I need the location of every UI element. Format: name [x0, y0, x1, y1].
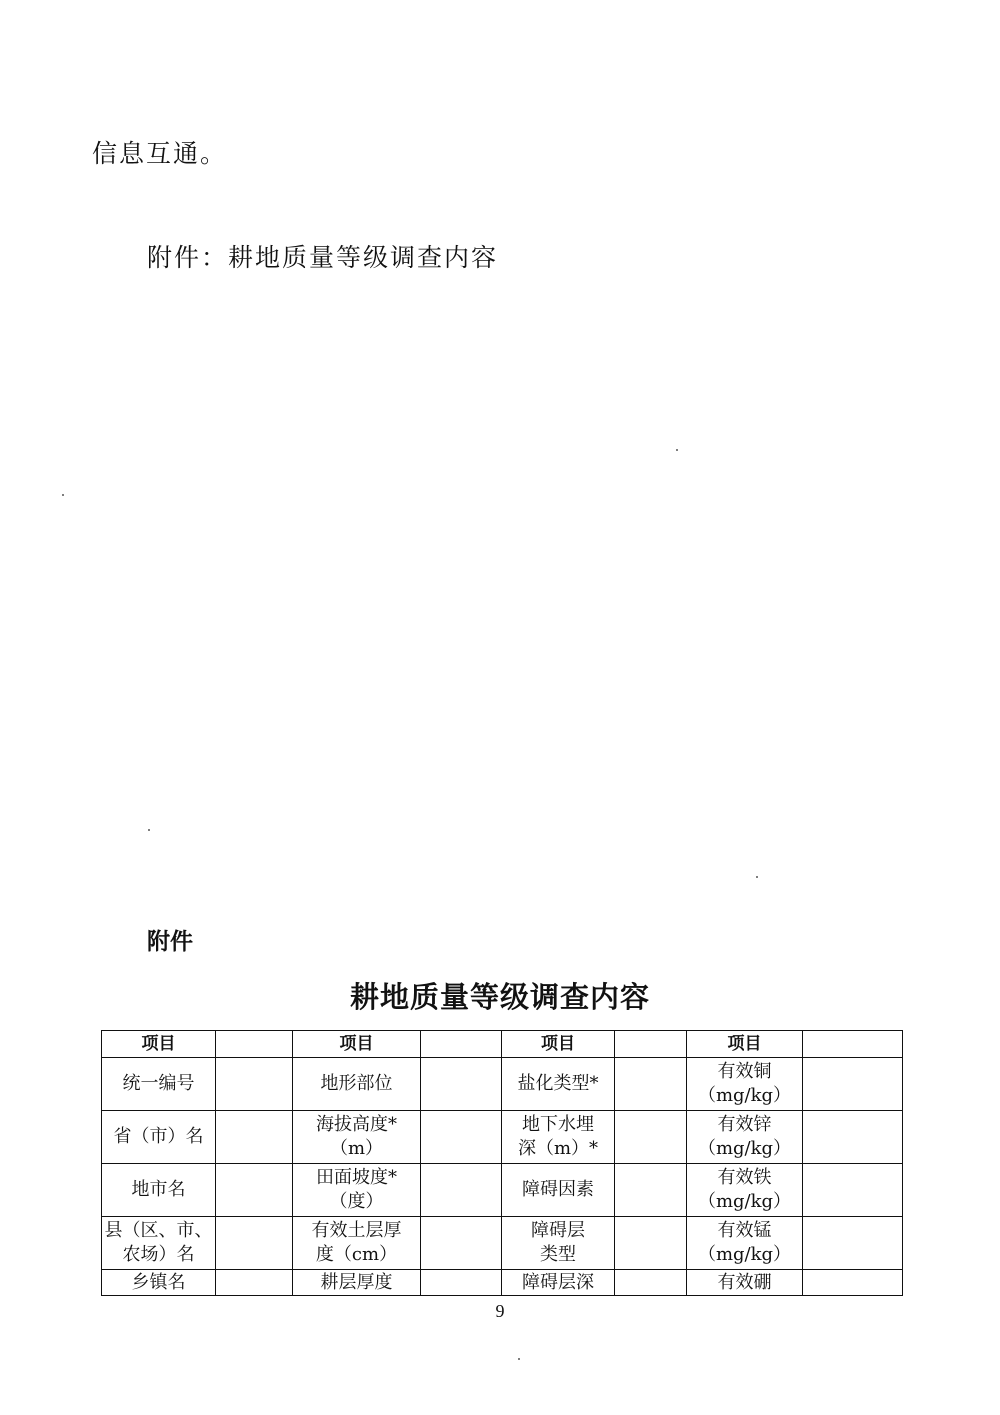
cell-text: 县（区、市、	[104, 1220, 213, 1241]
item-name-cell	[102, 1111, 216, 1164]
item-name-cell	[687, 1111, 803, 1164]
item-value-cell	[803, 1058, 903, 1111]
scan-speck	[518, 1358, 520, 1360]
cell-text: 田面坡度*	[316, 1167, 397, 1188]
cell-text: 有效铁	[717, 1167, 772, 1188]
cell-text: 类型	[540, 1244, 576, 1265]
table-row	[102, 1111, 903, 1164]
item-value-cell	[803, 1270, 903, 1296]
cell-text: 地形部位	[320, 1073, 393, 1094]
cell-text: 障碍层深	[522, 1271, 594, 1293]
item-value-cell	[421, 1164, 502, 1217]
item-value-cell	[615, 1270, 687, 1296]
scan-speck	[756, 876, 758, 878]
item-name-cell	[293, 1164, 421, 1217]
page-number: 9	[495, 1301, 505, 1321]
cell-text: 农场）名	[122, 1244, 195, 1265]
cell-text: 障碍因素	[522, 1179, 594, 1200]
item-value-cell	[803, 1164, 903, 1217]
item-value-cell	[615, 1111, 687, 1164]
table-row	[102, 1164, 903, 1217]
item-name-cell	[687, 1058, 803, 1111]
item-value-cell	[216, 1270, 293, 1296]
cell-text: 盐化类型*	[517, 1073, 599, 1094]
item-name-cell	[293, 1270, 421, 1296]
cell-text: （mg/kg）	[697, 1191, 792, 1212]
cell-text: 统一编号	[122, 1073, 195, 1094]
item-name-cell	[687, 1164, 803, 1217]
item-name-cell	[102, 1058, 216, 1111]
cell-text: 有效土层厚	[311, 1220, 402, 1241]
item-name-cell	[502, 1111, 615, 1164]
cell-text: （m）	[329, 1138, 384, 1159]
header-cell-value	[803, 1031, 903, 1058]
item-name-cell	[293, 1111, 421, 1164]
cell-text: 障碍层	[531, 1220, 585, 1241]
scan-speck	[62, 494, 64, 496]
table-row	[102, 1270, 903, 1296]
item-name-cell	[502, 1058, 615, 1111]
header-cell-value	[615, 1031, 687, 1058]
item-value-cell	[421, 1058, 502, 1111]
table-title: 耕地质量等级调查内容	[349, 980, 650, 1014]
table-header-row	[102, 1031, 903, 1058]
item-name-cell	[502, 1164, 615, 1217]
cell-text: 有效铜	[717, 1061, 772, 1082]
item-value-cell	[803, 1217, 903, 1270]
survey-content-table	[101, 1030, 903, 1296]
cell-text: （mg/kg）	[697, 1244, 792, 1265]
item-name-cell	[102, 1164, 216, 1217]
cell-text: 乡镇名	[131, 1271, 186, 1293]
cell-text: （mg/kg）	[697, 1138, 792, 1159]
item-value-cell	[615, 1058, 687, 1111]
item-value-cell	[216, 1217, 293, 1270]
table-row	[102, 1058, 903, 1111]
cell-text: 深（m）*	[517, 1138, 599, 1159]
header-cell-item: 项目	[502, 1031, 615, 1058]
table-row	[102, 1217, 903, 1270]
item-value-cell	[615, 1217, 687, 1270]
item-value-cell	[803, 1111, 903, 1164]
item-name-cell	[687, 1217, 803, 1270]
item-value-cell	[421, 1111, 502, 1164]
item-name-cell	[502, 1217, 615, 1270]
item-value-cell	[216, 1111, 293, 1164]
item-name-cell	[293, 1058, 421, 1111]
cell-text: （度）	[329, 1191, 384, 1212]
cell-text: 有效锰	[717, 1220, 772, 1241]
cell-text: 有效锌	[717, 1114, 772, 1135]
item-value-cell	[421, 1270, 502, 1296]
cell-text: （mg/kg）	[697, 1085, 792, 1106]
cell-text: 度（cm）	[315, 1244, 398, 1265]
cell-text: 省（市）名	[113, 1126, 204, 1147]
header-cell-item: 项目	[102, 1031, 216, 1058]
item-name-cell	[102, 1270, 216, 1296]
body-text-line: 信息互通。	[92, 139, 228, 168]
item-name-cell	[687, 1270, 803, 1296]
cell-text: 有效硼	[717, 1271, 772, 1293]
cell-text: 海拔高度*	[316, 1114, 397, 1135]
scan-speck	[148, 829, 150, 831]
header-cell-item: 项目	[293, 1031, 421, 1058]
header-cell-item: 项目	[687, 1031, 803, 1058]
attachment-reference: 附件：耕地质量等级调查内容	[147, 243, 499, 272]
scan-speck	[676, 449, 678, 451]
appendix-label: 附件	[147, 929, 193, 955]
item-value-cell	[421, 1217, 502, 1270]
item-name-cell	[293, 1217, 421, 1270]
header-cell-value	[421, 1031, 502, 1058]
header-cell-value	[216, 1031, 293, 1058]
item-value-cell	[216, 1164, 293, 1217]
item-value-cell	[615, 1164, 687, 1217]
cell-text: 地下水埋	[522, 1114, 594, 1135]
item-value-cell	[216, 1058, 293, 1111]
item-name-cell	[502, 1270, 615, 1296]
item-name-cell	[102, 1217, 216, 1270]
cell-text: 地市名	[131, 1179, 186, 1200]
cell-text: 耕层厚度	[320, 1271, 393, 1293]
